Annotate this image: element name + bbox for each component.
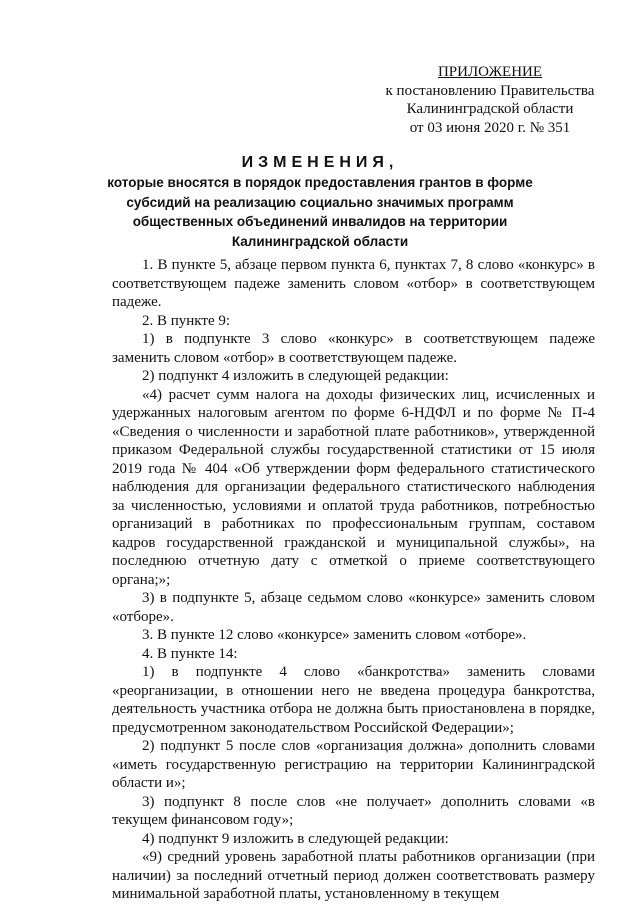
- paragraph: 4. В пункте 14:: [142, 645, 238, 662]
- document-heading: [100, 153, 540, 251]
- paragraph: 3) в подпункте 5, абзаце седьмом слово «конкурсе» заменить словом «отборе».: [112, 590, 595, 625]
- appendix-block: [380, 63, 600, 137]
- appendix-line: Калининградской области: [406, 101, 574, 117]
- appendix-date-line: от 03 июня 2020 г. № 351: [409, 119, 571, 136]
- heading-subtitle: которые вносятся в порядок предоставления грантов в форме субсидий на реализацию социально значимых программ общественных объединений инвалидов на территории Калининградской области: [107, 175, 533, 249]
- heading-title: ИЗМЕНЕНИЯ,: [241, 154, 399, 171]
- paragraph: 3. В пункте 12 слово «конкурсе» заменить словом «отборе».: [142, 627, 527, 643]
- paragraph: 3) подпункт 8 после слов «не получает» дополнить словами «в текущем финансовом году»;: [112, 793, 595, 828]
- paragraph: 2) подпункт 5 после слов «организация должна» дополнить словами «иметь государственную регистрацию на территории Калининградской области и»;: [112, 738, 595, 791]
- paragraph: 4) подпункт 9 изложить в следующей редакции:: [142, 830, 449, 847]
- appendix-line: к постановлению Правительства: [385, 82, 595, 99]
- paragraph: 1) в подпункте 3 слово «конкурс» в соответствующем падеже заменить словом «отбор» в соответствующем падеже.: [112, 331, 595, 366]
- paragraph: «4) расчет сумм налога на доходы физических лиц, исчисленных и удержанных налоговым агентом по форме 6-НДФЛ и по форме № П-4 «Сведения о численности и заработной плате работников», утвержденной приказом Федеральной службы государственной статистики от 15 июля 2019 года № 404 «Об утверждении форм федерального статистического наблюдения для организации федерального статистического наблюдения за численностью, условиями и оплатой труда работников, потребностью организаций в работниках по профессиональным группам, составом кадров государственной гражданской и муниципальной службы», на последнюю отчетную дату с отметкой о приеме соответствующего органа;»;: [112, 386, 595, 588]
- paragraph: 2. В пункте 9:: [142, 312, 231, 329]
- appendix-title: ПРИЛОЖЕНИЕ: [437, 64, 543, 80]
- paragraph: 1) в подпункте 4 слово «банкротства» заменить словами «реорганизации, в отношении него не введена процедура банкротства, деятельность участника отбора не должна быть приостановлена в порядке, предусмотренном законодательством Российской Федерации»;: [112, 664, 595, 736]
- paragraph: «9) средний уровень заработной платы работников организации (при наличии) за последний отчетный период должен соответствовать размеру минимальной заработной платы, установленному в текущем: [112, 849, 595, 902]
- paragraph: 2) подпункт 4 изложить в следующей редакции:: [142, 368, 449, 384]
- document-body: [112, 256, 595, 904]
- paragraph: 1. В пункте 5, абзаце первом пункта 6, пунктах 7, 8 слово «конкурс» в соответствующем падеже заменить словом «отбор» в соответствующем падеже.: [112, 257, 595, 310]
